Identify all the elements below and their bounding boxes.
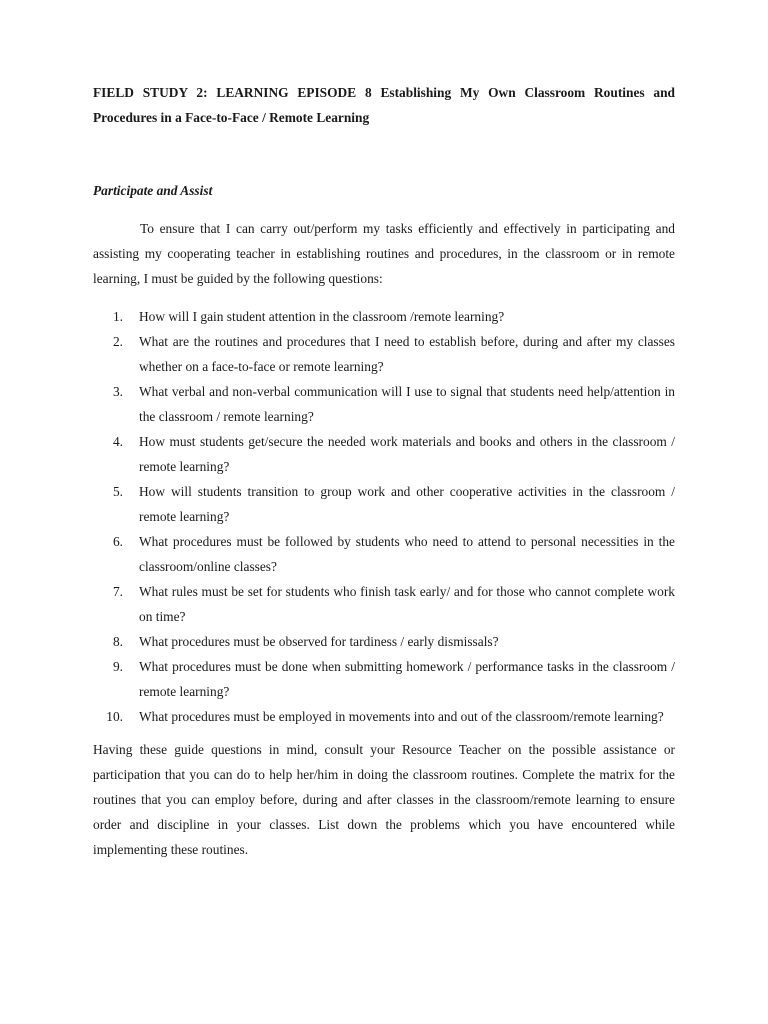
list-item xyxy=(93,579,675,629)
list-item-number: 9. xyxy=(112,659,123,674)
list-item-number: 8. xyxy=(112,634,123,649)
list-item xyxy=(93,629,675,654)
list-item-text: How must students get/secure the needed work materials and books and others in the classroom / remote learning? xyxy=(139,434,675,474)
question-list xyxy=(93,304,675,729)
list-item-number: 6. xyxy=(112,534,123,549)
list-item-number: 5. xyxy=(112,484,123,499)
list-item xyxy=(93,479,675,529)
section-heading: Participate and Assist xyxy=(93,183,213,198)
closing-paragraph: Having these guide questions in mind, consult your Resource Teacher on the possible assistance or participation that you can do to help her/him in doing the classroom routines. Complete the matrix for the routines that you can employ before, during and after classes in the classroom/remote learning to ensure order and discipline in your classes. List down the problems which you have encountered while implementing these routines. xyxy=(93,742,675,857)
list-item-text: What verbal and non-verbal communication will I use to signal that students need help/attention in the classroom / remote learning? xyxy=(139,384,675,424)
list-item xyxy=(93,529,675,579)
list-item xyxy=(93,304,675,329)
list-item xyxy=(93,379,675,429)
list-item-text: What procedures must be done when submitting homework / performance tasks in the classroom / remote learning? xyxy=(139,659,675,699)
list-item-number: 10. xyxy=(106,709,123,724)
intro-paragraph: To ensure that I can carry out/perform my tasks efficiently and effectively in participating and assisting my cooperating teacher in establishing routines and procedures, in the classroom or in remote learning, I must be guided by the following questions: xyxy=(93,221,675,286)
list-item-text: What procedures must be employed in movements into and out of the classroom/remote learning? xyxy=(139,709,664,724)
list-item-text: What procedures must be followed by students who need to attend to personal necessities in the classroom/online classes? xyxy=(139,534,675,574)
list-item-text: What procedures must be observed for tardiness / early dismissals? xyxy=(139,634,499,649)
list-item-text: How will I gain student attention in the classroom /remote learning? xyxy=(139,309,505,324)
document-title: FIELD STUDY 2: LEARNING EPISODE 8 Establishing My Own Classroom Routines and Procedures in a Face-to-Face / Remote Learning xyxy=(93,85,675,125)
list-item-number: 3. xyxy=(112,384,123,399)
list-item-number: 7. xyxy=(112,584,123,599)
list-item xyxy=(93,429,675,479)
list-item-text: How will students transition to group work and other cooperative activities in the classroom / remote learning? xyxy=(139,484,675,524)
list-item-number: 4. xyxy=(112,434,123,449)
list-item xyxy=(93,654,675,704)
list-item-number: 2. xyxy=(112,334,123,349)
list-item-text: What are the routines and procedures that I need to establish before, during and after my classes whether on a face-to-face or remote learning? xyxy=(139,334,675,374)
list-item-text: What rules must be set for students who finish task early/ and for those who cannot complete work on time? xyxy=(139,584,675,624)
list-item xyxy=(93,329,675,379)
list-item-number: 1. xyxy=(112,309,123,324)
document-page xyxy=(93,80,675,862)
list-item xyxy=(93,704,675,729)
